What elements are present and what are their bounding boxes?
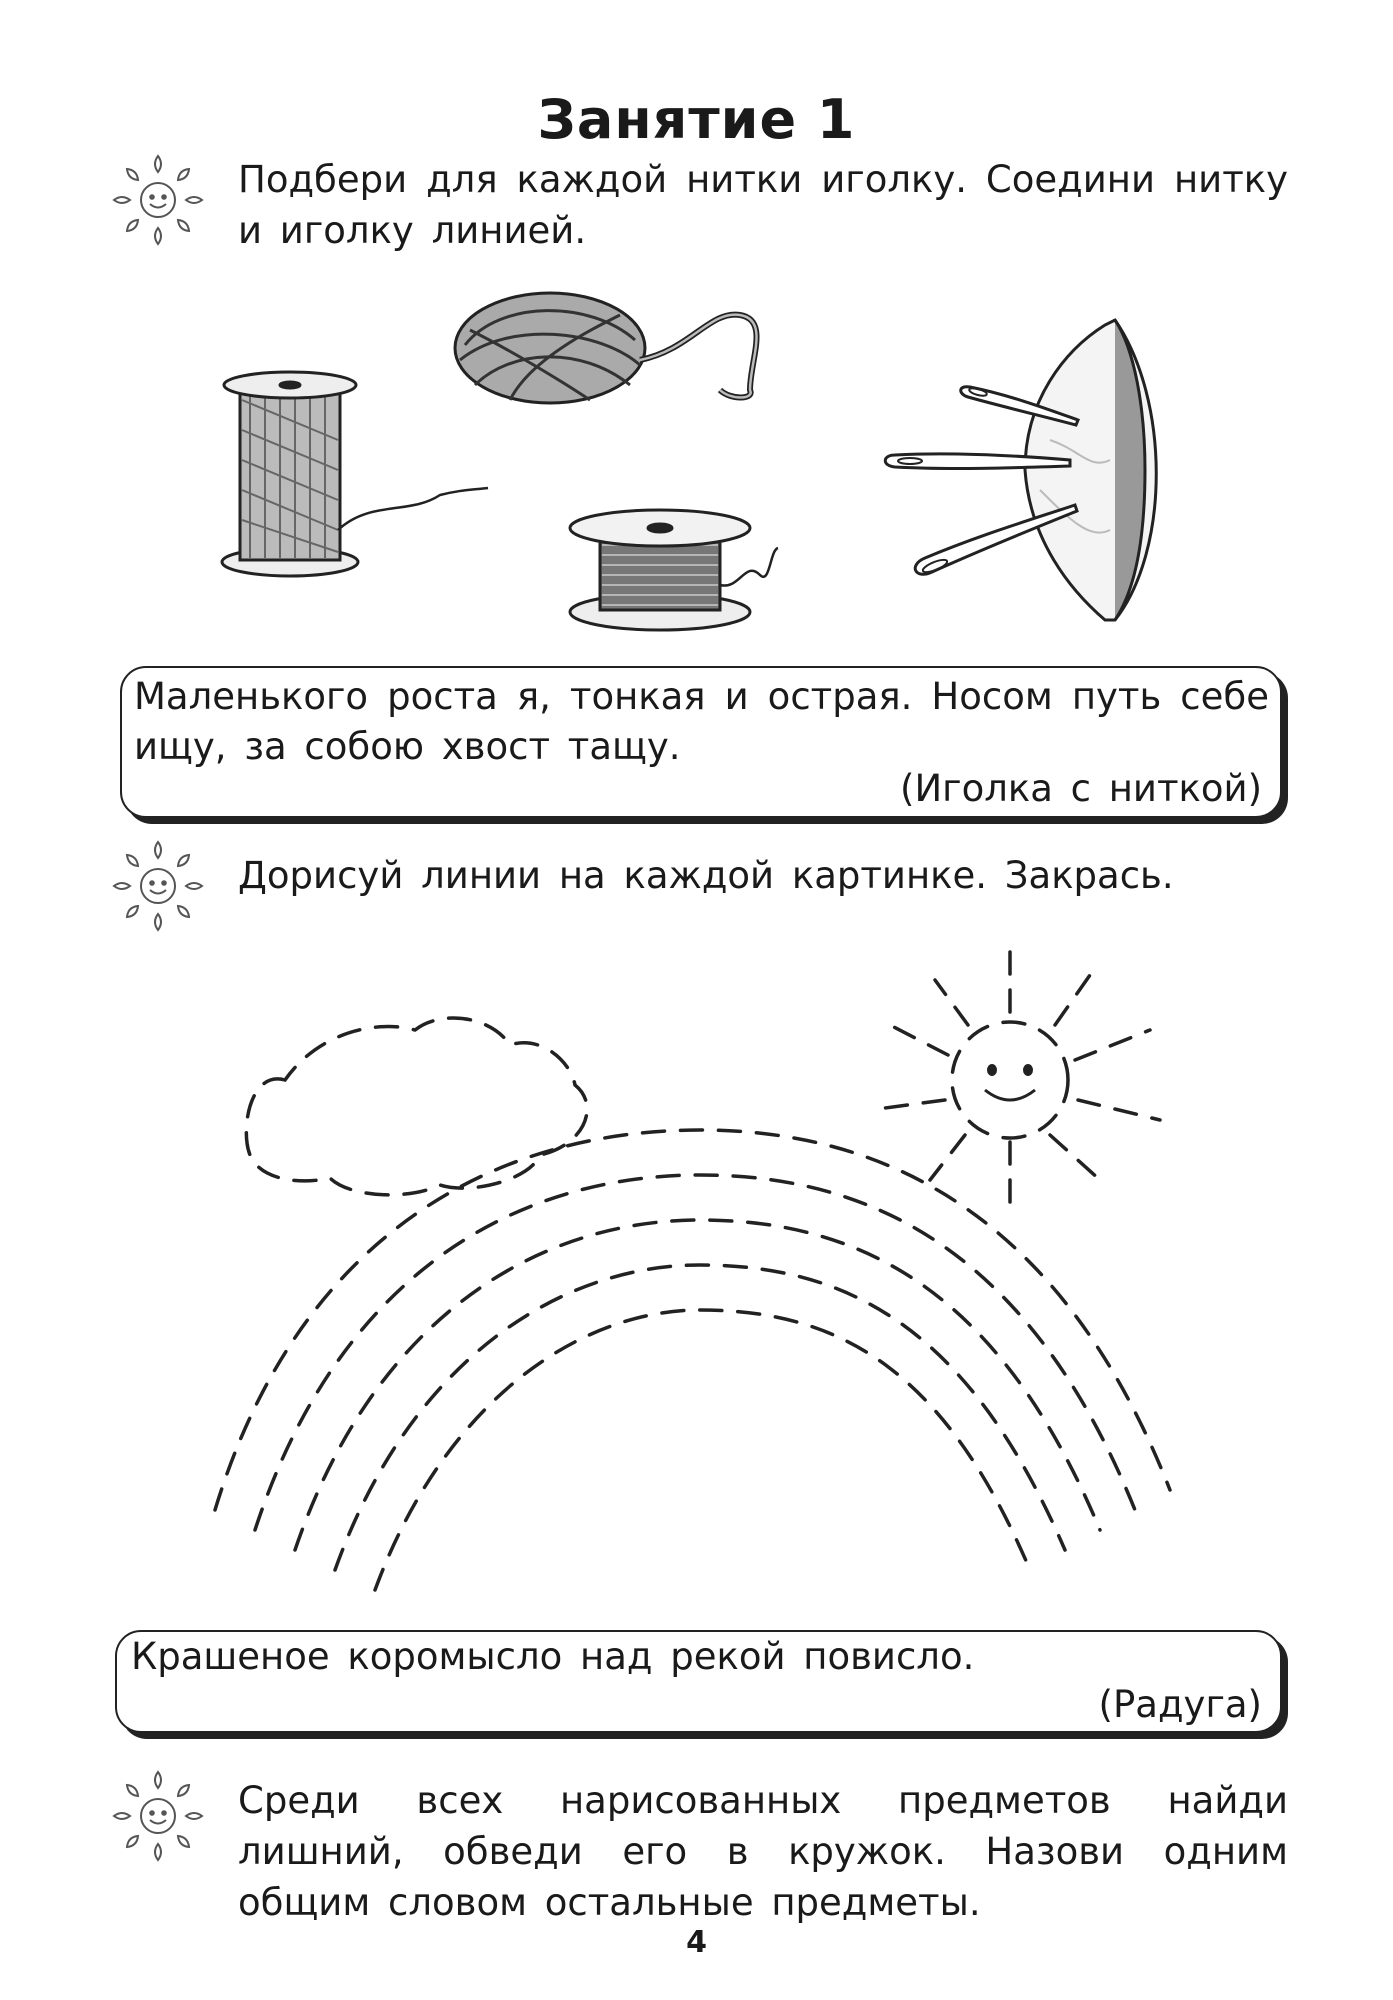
page-number: 4 xyxy=(686,1925,707,1960)
task-2-instruction: Дорисуй линии на каждой картинке. Закрась. xyxy=(238,854,1174,897)
task-3-sun-icon xyxy=(110,1768,206,1864)
dashed-sun xyxy=(870,950,1160,1210)
task-3-instruction: Среди всех нарисованных предметов найди лишний, обведи его в кружок. Назови одним общим словом остальные предметы. xyxy=(238,1779,1288,1924)
riddle-2-text: Крашеное коромысло над рекой повисло. xyxy=(131,1635,975,1678)
riddle-box-2 xyxy=(115,1630,1282,1733)
sun-icon xyxy=(110,838,206,934)
tracing-picture xyxy=(0,930,1393,1610)
flat-spool-icon xyxy=(570,510,778,630)
yarn-ball-icon xyxy=(455,293,757,403)
task-1-sun-icon xyxy=(110,152,206,248)
dashed-cloud xyxy=(246,1018,587,1195)
riddle-1-text: Маленького роста я, тонкая и острая. Носом путь себе ищу, за собою хвост тащу. xyxy=(134,675,1269,768)
riddle-box-1 xyxy=(120,666,1282,818)
sun-icon xyxy=(110,1768,206,1864)
riddle-2-answer: (Радуга) xyxy=(1098,1683,1262,1726)
page-title: Занятие 1 xyxy=(537,88,856,151)
sun-face xyxy=(985,1065,1035,1100)
riddle-1-answer: (Иголка с ниткой) xyxy=(900,767,1262,810)
pincushion-with-needles-icon xyxy=(885,320,1156,620)
task-2-sun-icon xyxy=(110,838,206,934)
threads-and-needles-illustration xyxy=(210,290,1210,640)
dashed-rainbow xyxy=(215,1130,1170,1590)
thread-spool-icon xyxy=(222,372,488,576)
task-1-instruction: Подбери для каждой нитки иголку. Соедини нитку и иголку линией. xyxy=(238,158,1288,252)
sun-icon xyxy=(110,152,206,248)
